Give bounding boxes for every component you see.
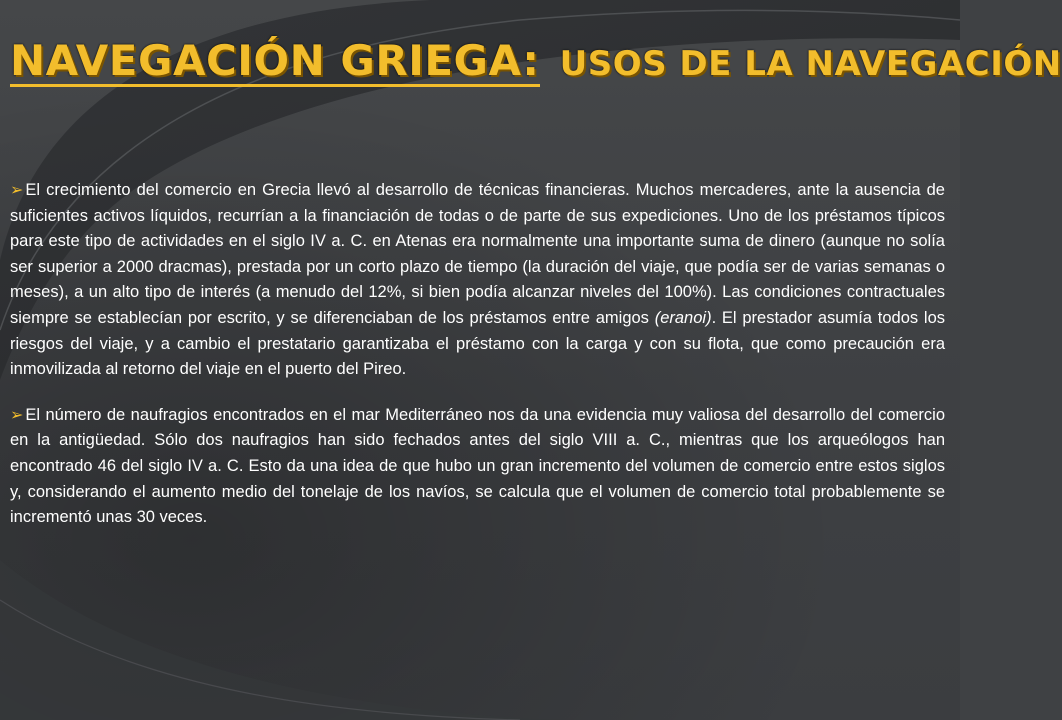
paragraph-italic-term: (eranoi): [654, 308, 712, 327]
content-body: [10, 178, 945, 551]
arrow-right-bullet-icon: ➢: [10, 182, 24, 199]
paragraph-text: El número de naufragios encontrados en el mar Mediterráneo nos da una evidencia muy valiosa del desarrollo del comercio en la antigüedad. Sólo dos naufragios han sido fechados antes del siglo VIII a. C., mientras que los arqueólogos han encontrado 46 del siglo IV a. C. Esto da una idea de que hubo un gran incremento del volumen de comercio entre estos siglos y, considerando el aumento medio del tonelaje de los navíos, se calcula que el volumen de comercio total probablemente se incrementó unas 30 veces.: [10, 405, 945, 527]
title-main: NAVEGACIÓN GRIEGA:: [10, 36, 540, 85]
slide-title: [10, 36, 1062, 87]
paragraph-text: El crecimiento del comercio en Grecia llevó al desarrollo de técnicas financieras. Muchos mercaderes, ante la ausencia de suficientes activos líquidos, recurrían a la financiación de todas o de parte de sus expediciones. Uno de los préstamos típicos para este tipo de actividades en el siglo IV a. C. en Atenas era normalmente una importante suma de dinero (aunque no solía ser superior a 2000 dracmas), prestada por un corto plazo de tiempo (la duración del viaje, que podía ser de varias semanas o meses), a un alto tipo de interés (a menudo del 12%, si bien podía alcanzar niveles del 100%). Las condiciones contractuales siempre se establecían por escrito, y se diferenciaban de los préstamos entre amigos: [10, 181, 945, 327]
paragraph-text-after: . El prestador asumía todos los riesgos del viaje, y a cambio el prestatario garantizaba el préstamo con la carga y con su flota, que como precaución era inmovilizada al retorno del viaje en el puerto del Pireo.: [10, 308, 945, 379]
arrow-right-bullet-icon: ➢: [10, 406, 24, 424]
title-subtitle: USOS DE LA NAVEGACIÓN: [559, 44, 1062, 84]
paragraph-commerce-finance: [10, 178, 945, 383]
paragraph-shipwrecks: [10, 403, 945, 531]
